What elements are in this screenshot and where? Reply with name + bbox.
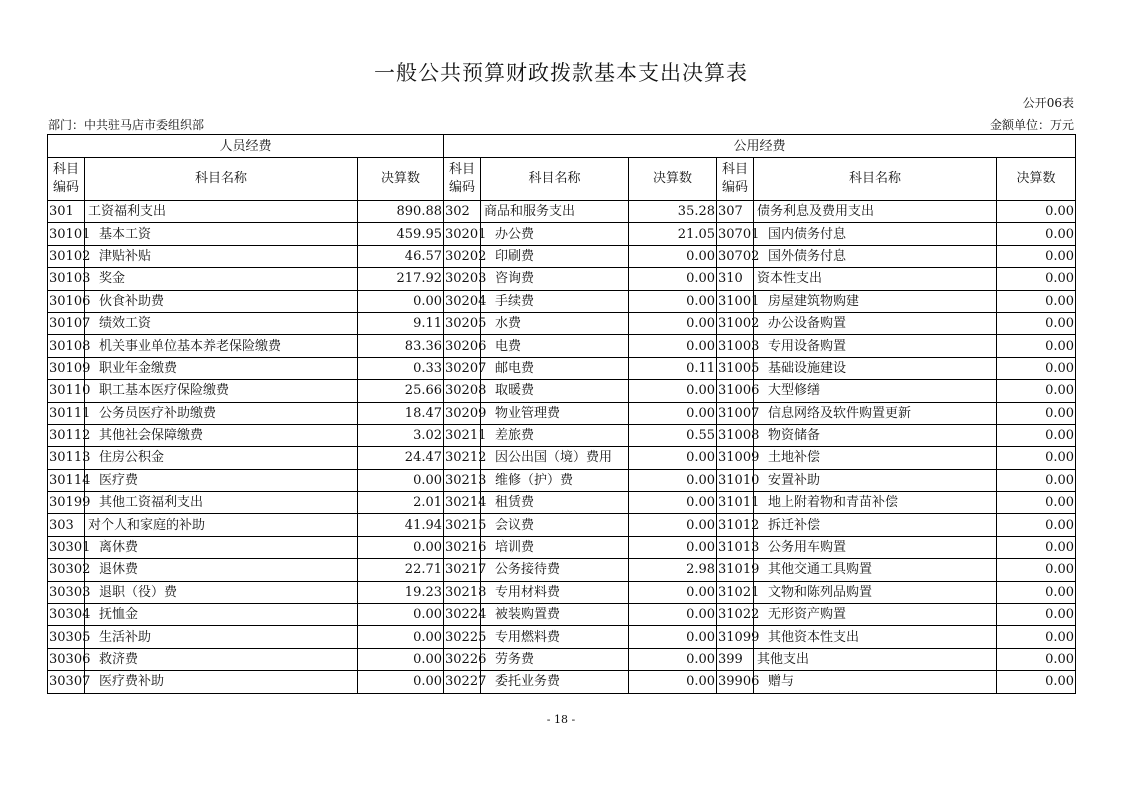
- table-row: [48, 201, 1076, 223]
- code-header: 科目编码: [444, 158, 481, 201]
- amount-value: 0.00: [629, 604, 717, 626]
- personnel-expense-header: 人员经费: [48, 135, 444, 158]
- public-expense-header: 公用经费: [444, 135, 1076, 158]
- subject-code: 30111: [48, 402, 85, 424]
- subject-name: 物资储备: [754, 424, 997, 446]
- table-row: [48, 402, 1076, 424]
- subject-name: 租赁费: [481, 492, 629, 514]
- subject-name: 救济费: [85, 648, 358, 670]
- table-row: [48, 514, 1076, 536]
- subject-name: 其他工资福利支出: [85, 492, 358, 514]
- amount-value: 0.00: [629, 335, 717, 357]
- subject-name: 奖金: [85, 268, 358, 290]
- subject-name: 拆迁补偿: [754, 514, 997, 536]
- name-header: 科目名称: [85, 158, 358, 201]
- subject-name: 债务利息及费用支出: [754, 201, 997, 223]
- subject-name: 安置补助: [754, 469, 997, 491]
- subject-code: 31009: [717, 447, 754, 469]
- subject-code: 30212: [444, 447, 481, 469]
- subject-code: 302: [444, 201, 481, 223]
- table-row: [48, 380, 1076, 402]
- subject-code: 30215: [444, 514, 481, 536]
- subject-name: 咨询费: [481, 268, 629, 290]
- table-row: [48, 581, 1076, 603]
- subject-code: 30306: [48, 648, 85, 670]
- subject-code: 30103: [48, 268, 85, 290]
- subject-code: 30216: [444, 536, 481, 558]
- subject-code: 30204: [444, 290, 481, 312]
- subject-name: 津贴补贴: [85, 245, 358, 267]
- subject-name: 大型修缮: [754, 380, 997, 402]
- amount-value: 0.00: [358, 536, 444, 558]
- subject-code: 30113: [48, 447, 85, 469]
- subject-name: 信息网络及软件购置更新: [754, 402, 997, 424]
- amount-value: 0.00: [629, 514, 717, 536]
- table-row: [48, 626, 1076, 648]
- amount-value: 890.88: [358, 201, 444, 223]
- subject-code: 30114: [48, 469, 85, 491]
- amount-value: 2.98: [629, 559, 717, 581]
- subject-code: 30108: [48, 335, 85, 357]
- subject-code: 39906: [717, 671, 754, 693]
- subject-code: 31011: [717, 492, 754, 514]
- subject-code: 30201: [444, 223, 481, 245]
- subject-name: 其他交通工具购置: [754, 559, 997, 581]
- amount-value: 0.00: [358, 671, 444, 693]
- subject-code: 31010: [717, 469, 754, 491]
- table-row: [48, 604, 1076, 626]
- amount-value: 46.57: [358, 245, 444, 267]
- amount-value: 0.00: [997, 380, 1076, 402]
- subject-code: 30208: [444, 380, 481, 402]
- subject-name: 劳务费: [481, 648, 629, 670]
- amount-value: 0.00: [997, 223, 1076, 245]
- subject-name: 水费: [481, 312, 629, 334]
- subject-name: 印刷费: [481, 245, 629, 267]
- subject-name: 文物和陈列品购置: [754, 581, 997, 603]
- subject-name: 取暖费: [481, 380, 629, 402]
- amount-value: 0.00: [629, 402, 717, 424]
- table-row: [48, 447, 1076, 469]
- amount-value: 0.00: [629, 536, 717, 558]
- amount-value: 0.00: [997, 447, 1076, 469]
- amount-value: 0.55: [629, 424, 717, 446]
- subject-code: 30110: [48, 380, 85, 402]
- amount-value: 0.00: [997, 312, 1076, 334]
- amount-value: 0.00: [997, 581, 1076, 603]
- subject-code: 31022: [717, 604, 754, 626]
- subject-name: 生活补助: [85, 626, 358, 648]
- amount-value: 0.00: [997, 536, 1076, 558]
- amount-value: 0.00: [629, 268, 717, 290]
- amount-value: 0.00: [997, 671, 1076, 693]
- subject-name: 机关事业单位基本养老保险缴费: [85, 335, 358, 357]
- subject-code: 31007: [717, 402, 754, 424]
- subject-code: 399: [717, 648, 754, 670]
- form-number: 公开06表: [1022, 96, 1074, 110]
- amount-value: 0.00: [997, 469, 1076, 491]
- subject-name: 退职（役）费: [85, 581, 358, 603]
- subject-code: 30207: [444, 357, 481, 379]
- subject-name: 住房公积金: [85, 447, 358, 469]
- subject-name: 职工基本医疗保险缴费: [85, 380, 358, 402]
- subject-code: 30209: [444, 402, 481, 424]
- table-row: [48, 335, 1076, 357]
- amount-value: 0.00: [997, 201, 1076, 223]
- subject-code: 30202: [444, 245, 481, 267]
- amount-value: 0.00: [997, 424, 1076, 446]
- amount-value: 3.02: [358, 424, 444, 446]
- subject-name: 因公出国（境）费用: [481, 447, 629, 469]
- subject-name: 公务员医疗补助缴费: [85, 402, 358, 424]
- amount-value: 0.00: [629, 447, 717, 469]
- subject-code: 301: [48, 201, 85, 223]
- code-header: 科目编码: [717, 158, 754, 201]
- amount-value: 9.11: [358, 312, 444, 334]
- amount-value: 0.00: [629, 245, 717, 267]
- amount-header: 决算数: [997, 158, 1076, 201]
- amount-value: 2.01: [358, 492, 444, 514]
- subject-code: 31008: [717, 424, 754, 446]
- subject-name: 公务接待费: [481, 559, 629, 581]
- amount-value: 0.00: [358, 626, 444, 648]
- subject-name: 差旅费: [481, 424, 629, 446]
- amount-value: 0.00: [997, 335, 1076, 357]
- amount-value: 0.00: [629, 492, 717, 514]
- subject-name: 国内债务付息: [754, 223, 997, 245]
- subject-name: 电费: [481, 335, 629, 357]
- subject-code: 30206: [444, 335, 481, 357]
- amount-value: 0.00: [997, 604, 1076, 626]
- subject-code: 30307: [48, 671, 85, 693]
- subject-code: 31002: [717, 312, 754, 334]
- subject-name: 专用燃料费: [481, 626, 629, 648]
- subject-code: 31006: [717, 380, 754, 402]
- amount-value: 217.92: [358, 268, 444, 290]
- subject-name: 对个人和家庭的补助: [85, 514, 358, 536]
- subject-name: 专用设备购置: [754, 335, 997, 357]
- page-number: - 18 -: [546, 713, 576, 726]
- subject-name: 房屋建筑物购建: [754, 290, 997, 312]
- subject-code: 30217: [444, 559, 481, 581]
- amount-value: 0.00: [997, 245, 1076, 267]
- subject-name: 地上附着物和青苗补偿: [754, 492, 997, 514]
- subject-name: 邮电费: [481, 357, 629, 379]
- amount-value: 0.00: [997, 402, 1076, 424]
- amount-value: 0.11: [629, 357, 717, 379]
- amount-value: 25.66: [358, 380, 444, 402]
- amount-value: 0.33: [358, 357, 444, 379]
- subject-code: 31012: [717, 514, 754, 536]
- subject-name: 土地补偿: [754, 447, 997, 469]
- amount-value: 0.00: [629, 581, 717, 603]
- subject-code: 30701: [717, 223, 754, 245]
- subject-code: 30301: [48, 536, 85, 558]
- table-row: [48, 469, 1076, 491]
- amount-value: 0.00: [358, 290, 444, 312]
- amount-value: 0.00: [629, 380, 717, 402]
- amount-value: 0.00: [997, 626, 1076, 648]
- amount-value: 0.00: [358, 648, 444, 670]
- subject-code: 30205: [444, 312, 481, 334]
- subject-name: 工资福利支出: [85, 201, 358, 223]
- amount-header: 决算数: [358, 158, 444, 201]
- subject-code: 30227: [444, 671, 481, 693]
- subject-name: 绩效工资: [85, 312, 358, 334]
- table-row: [48, 357, 1076, 379]
- table-row: [48, 312, 1076, 334]
- subject-code: 30224: [444, 604, 481, 626]
- amount-value: 0.00: [629, 671, 717, 693]
- table-row: [48, 492, 1076, 514]
- subject-name: 手续费: [481, 290, 629, 312]
- amount-value: 0.00: [629, 626, 717, 648]
- table-row: [48, 536, 1076, 558]
- subject-code: 31013: [717, 536, 754, 558]
- subject-name: 医疗费: [85, 469, 358, 491]
- amount-value: 459.95: [358, 223, 444, 245]
- table-row: [48, 559, 1076, 581]
- amount-value: 0.00: [629, 469, 717, 491]
- amount-value: 19.23: [358, 581, 444, 603]
- amount-value: 0.00: [997, 290, 1076, 312]
- subject-code: 30304: [48, 604, 85, 626]
- subject-code: 310: [717, 268, 754, 290]
- table-row: [48, 290, 1076, 312]
- subject-name: 抚恤金: [85, 604, 358, 626]
- subject-code: 30305: [48, 626, 85, 648]
- subject-code: 30211: [444, 424, 481, 446]
- subject-name: 医疗费补助: [85, 671, 358, 693]
- code-header: 科目编码: [48, 158, 85, 201]
- subject-code: 30107: [48, 312, 85, 334]
- amount-value: 0.00: [997, 648, 1076, 670]
- subject-code: 31099: [717, 626, 754, 648]
- subject-name: 国外债务付息: [754, 245, 997, 267]
- subject-name: 维修（护）费: [481, 469, 629, 491]
- name-header: 科目名称: [481, 158, 629, 201]
- subject-code: 303: [48, 514, 85, 536]
- subject-name: 退休费: [85, 559, 358, 581]
- subject-code: 30199: [48, 492, 85, 514]
- amount-value: 0.00: [997, 492, 1076, 514]
- name-header: 科目名称: [754, 158, 997, 201]
- amount-unit-label: 金额单位：万元: [989, 118, 1074, 132]
- subject-code: 31019: [717, 559, 754, 581]
- department-label: 部门：中共驻马店市委组织部: [48, 118, 205, 132]
- subject-name: 离休费: [85, 536, 358, 558]
- subject-name: 无形资产购置: [754, 604, 997, 626]
- subject-name: 资本性支出: [754, 268, 997, 290]
- amount-value: 0.00: [997, 559, 1076, 581]
- amount-value: 0.00: [629, 290, 717, 312]
- page-title: 一般公共预算财政拨款基本支出决算表: [374, 61, 748, 85]
- subject-code: 307: [717, 201, 754, 223]
- amount-value: 0.00: [997, 357, 1076, 379]
- subject-name: 委托业务费: [481, 671, 629, 693]
- amount-value: 22.71: [358, 559, 444, 581]
- amount-value: 21.05: [629, 223, 717, 245]
- subject-name: 商品和服务支出: [481, 201, 629, 223]
- subject-code: 30225: [444, 626, 481, 648]
- amount-value: 0.00: [358, 604, 444, 626]
- subject-name: 赠与: [754, 671, 997, 693]
- subject-name: 其他支出: [754, 648, 997, 670]
- subject-name: 物业管理费: [481, 402, 629, 424]
- subject-name: 其他社会保障缴费: [85, 424, 358, 446]
- subject-code: 30302: [48, 559, 85, 581]
- amount-value: 0.00: [629, 648, 717, 670]
- subject-name: 公务用车购置: [754, 536, 997, 558]
- subject-name: 专用材料费: [481, 581, 629, 603]
- subject-name: 基本工资: [85, 223, 358, 245]
- table-row: [48, 648, 1076, 670]
- subject-code: 30702: [717, 245, 754, 267]
- amount-value: 24.47: [358, 447, 444, 469]
- amount-header: 决算数: [629, 158, 717, 201]
- subject-code: 30303: [48, 581, 85, 603]
- amount-value: 0.00: [997, 268, 1076, 290]
- subject-name: 会议费: [481, 514, 629, 536]
- subject-code: 30203: [444, 268, 481, 290]
- subject-code: 30106: [48, 290, 85, 312]
- subject-code: 30226: [444, 648, 481, 670]
- table-row: [48, 223, 1076, 245]
- subject-code: 30218: [444, 581, 481, 603]
- subject-code: 30213: [444, 469, 481, 491]
- amount-value: 18.47: [358, 402, 444, 424]
- table-row: [48, 268, 1076, 290]
- subject-code: 30109: [48, 357, 85, 379]
- subject-code: 30102: [48, 245, 85, 267]
- subject-code: 31003: [717, 335, 754, 357]
- subject-code: 31001: [717, 290, 754, 312]
- subject-code: 30214: [444, 492, 481, 514]
- subject-name: 培训费: [481, 536, 629, 558]
- subject-name: 其他资本性支出: [754, 626, 997, 648]
- amount-value: 0.00: [997, 514, 1076, 536]
- amount-value: 0.00: [629, 312, 717, 334]
- subject-name: 办公费: [481, 223, 629, 245]
- table-row: [48, 424, 1076, 446]
- subject-name: 伙食补助费: [85, 290, 358, 312]
- subject-code: 30101: [48, 223, 85, 245]
- table-row: [48, 245, 1076, 267]
- amount-value: 41.94: [358, 514, 444, 536]
- subject-name: 基础设施建设: [754, 357, 997, 379]
- subject-code: 31021: [717, 581, 754, 603]
- amount-value: 83.36: [358, 335, 444, 357]
- subject-code: 30112: [48, 424, 85, 446]
- subject-name: 被装购置费: [481, 604, 629, 626]
- amount-value: 0.00: [358, 469, 444, 491]
- subject-code: 31005: [717, 357, 754, 379]
- expenditure-table: [47, 134, 1076, 694]
- table-row: [48, 671, 1076, 693]
- amount-value: 35.28: [629, 201, 717, 223]
- subject-name: 办公设备购置: [754, 312, 997, 334]
- subject-name: 职业年金缴费: [85, 357, 358, 379]
